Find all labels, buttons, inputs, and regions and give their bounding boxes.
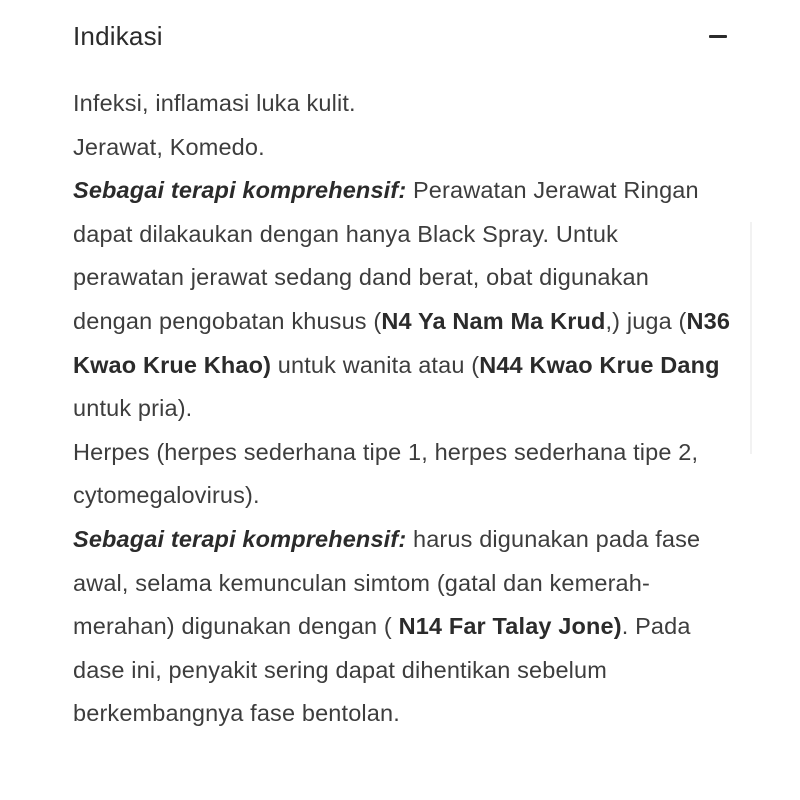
section-header[interactable]: [73, 14, 733, 58]
therapy-label: Sebagai terapi komprehensif:: [73, 525, 407, 552]
scrollbar[interactable]: [750, 222, 752, 454]
collapse-button[interactable]: [703, 21, 733, 51]
paragraph-text: untuk pria).: [73, 395, 193, 422]
indication-line: Herpes (herpes sederhana tipe 1, herpes sederhana tipe 2, cytomegalovirus).: [73, 438, 699, 509]
product-name: N36 Kwao Krue Khao): [73, 307, 731, 378]
minus-icon: [709, 35, 727, 38]
indication-line: Infeksi, inflamasi luka kulit.: [73, 90, 356, 116]
section-content: [73, 82, 733, 736]
section-title: Indikasi: [73, 20, 163, 51]
paragraph-text: harus digunakan pada fase awal, selama kemunculan simtom (gatal dan kemerah-merahan) digunakan dengan (: [73, 525, 701, 640]
therapy-paragraph: [73, 169, 733, 431]
therapy-paragraph: [73, 518, 733, 736]
paragraph-text: untuk wanita atau (: [271, 351, 480, 378]
paragraph-text: . Pada dase ini, penyakit sering dapat dihentikan sebelum berkembangnya fase bentolan.: [73, 613, 691, 727]
product-name: N14 Far Talay Jone): [398, 613, 622, 640]
therapy-label: Sebagai terapi komprehensif:: [73, 177, 407, 204]
product-name: N4 Ya Nam Ma Krud: [381, 307, 606, 334]
product-name: N44 Kwao Krue Dang: [479, 351, 720, 378]
paragraph-text: Perawatan Jerawat Ringan dapat dilakaukan dengan hanya Black Spray. Untuk perawatan jerawat sedang dand berat, obat digunakan dengan pengobatan khusus (: [73, 177, 699, 334]
paragraph-text: ,) juga (: [605, 307, 687, 334]
indication-line: Jerawat, Komedo.: [73, 133, 265, 160]
